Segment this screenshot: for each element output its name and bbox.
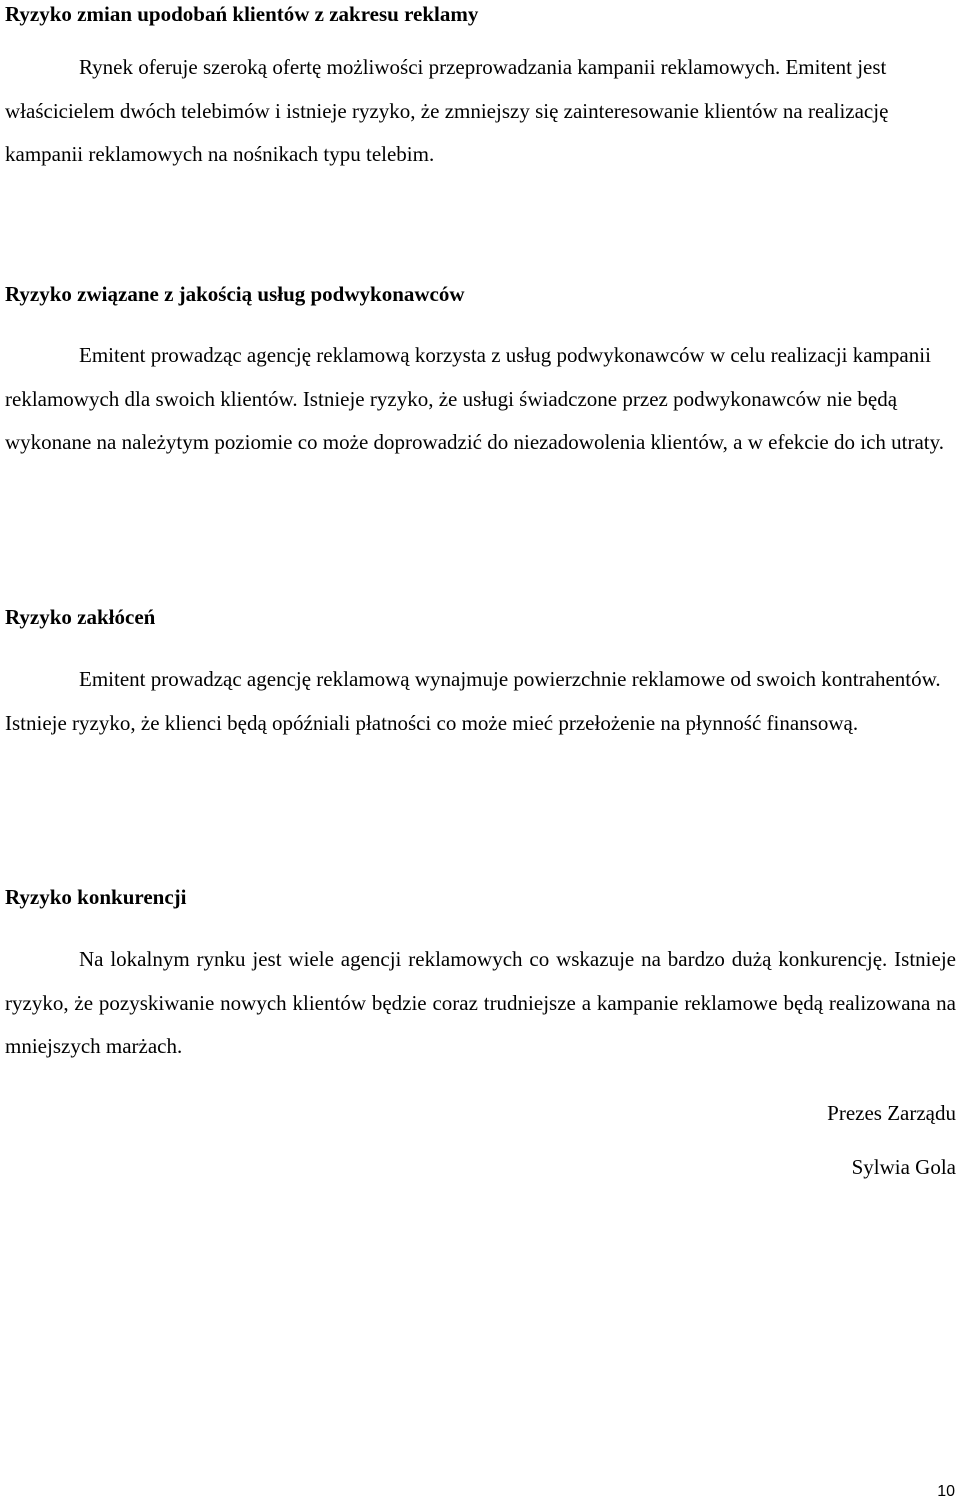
- section-heading-subcontractor-quality: Ryzyko związane z jakością usług podwykonawców: [5, 282, 465, 306]
- signature-title: Prezes Zarządu: [827, 1101, 956, 1125]
- section-body-advertising-preferences: Rynek oferuje szeroką ofertę możliwości przeprowadzania kampanii reklamowych. Emitent jest właścicielem dwóch telebimów i istnieje ryzyko, że zmniejszy się zainteresowanie klientów na realizację kampanii reklamowych na nośnikach typu telebim.: [5, 55, 889, 167]
- page-number: 10: [937, 1483, 955, 1500]
- section-body-disruptions: Emitent prowadząc agencję reklamową wynajmuje powierzchnie reklamowe od swoich kontrahentów. Istnieje ryzyko, że klienci będą opóźniali płatności co może mieć przełożenie na płynność finansową.: [5, 667, 941, 735]
- section-heading-disruptions: Ryzyko zakłóceń: [5, 605, 156, 629]
- signature-name: Sylwia Gola: [851, 1155, 956, 1179]
- section-body-subcontractor-quality: Emitent prowadząc agencję reklamową korzysta z usług podwykonawców w celu realizacji kampanii reklamowych dla swoich klientów. Istnieje ryzyko, że usługi świadczone przez podwykonawców nie będą wykonane na należytym poziomie co może doprowadzić do niezadowolenia klientów, a w efekcie do ich utraty.: [5, 343, 945, 455]
- section-heading-advertising-preferences: Ryzyko zmian upodobań klientów z zakresu reklamy: [5, 2, 479, 26]
- section-heading-competition: Ryzyko konkurencji: [5, 885, 187, 909]
- section-body-competition: Na lokalnym rynku jest wiele agencji reklamowych co wskazuje na bardzo dużą konkurencję. Istnieje ryzyko, że pozyskiwanie nowych klientów będzie coraz trudniejsze a kampanie reklamowe będą realizowana na mniejszych marżach.: [5, 947, 956, 1059]
